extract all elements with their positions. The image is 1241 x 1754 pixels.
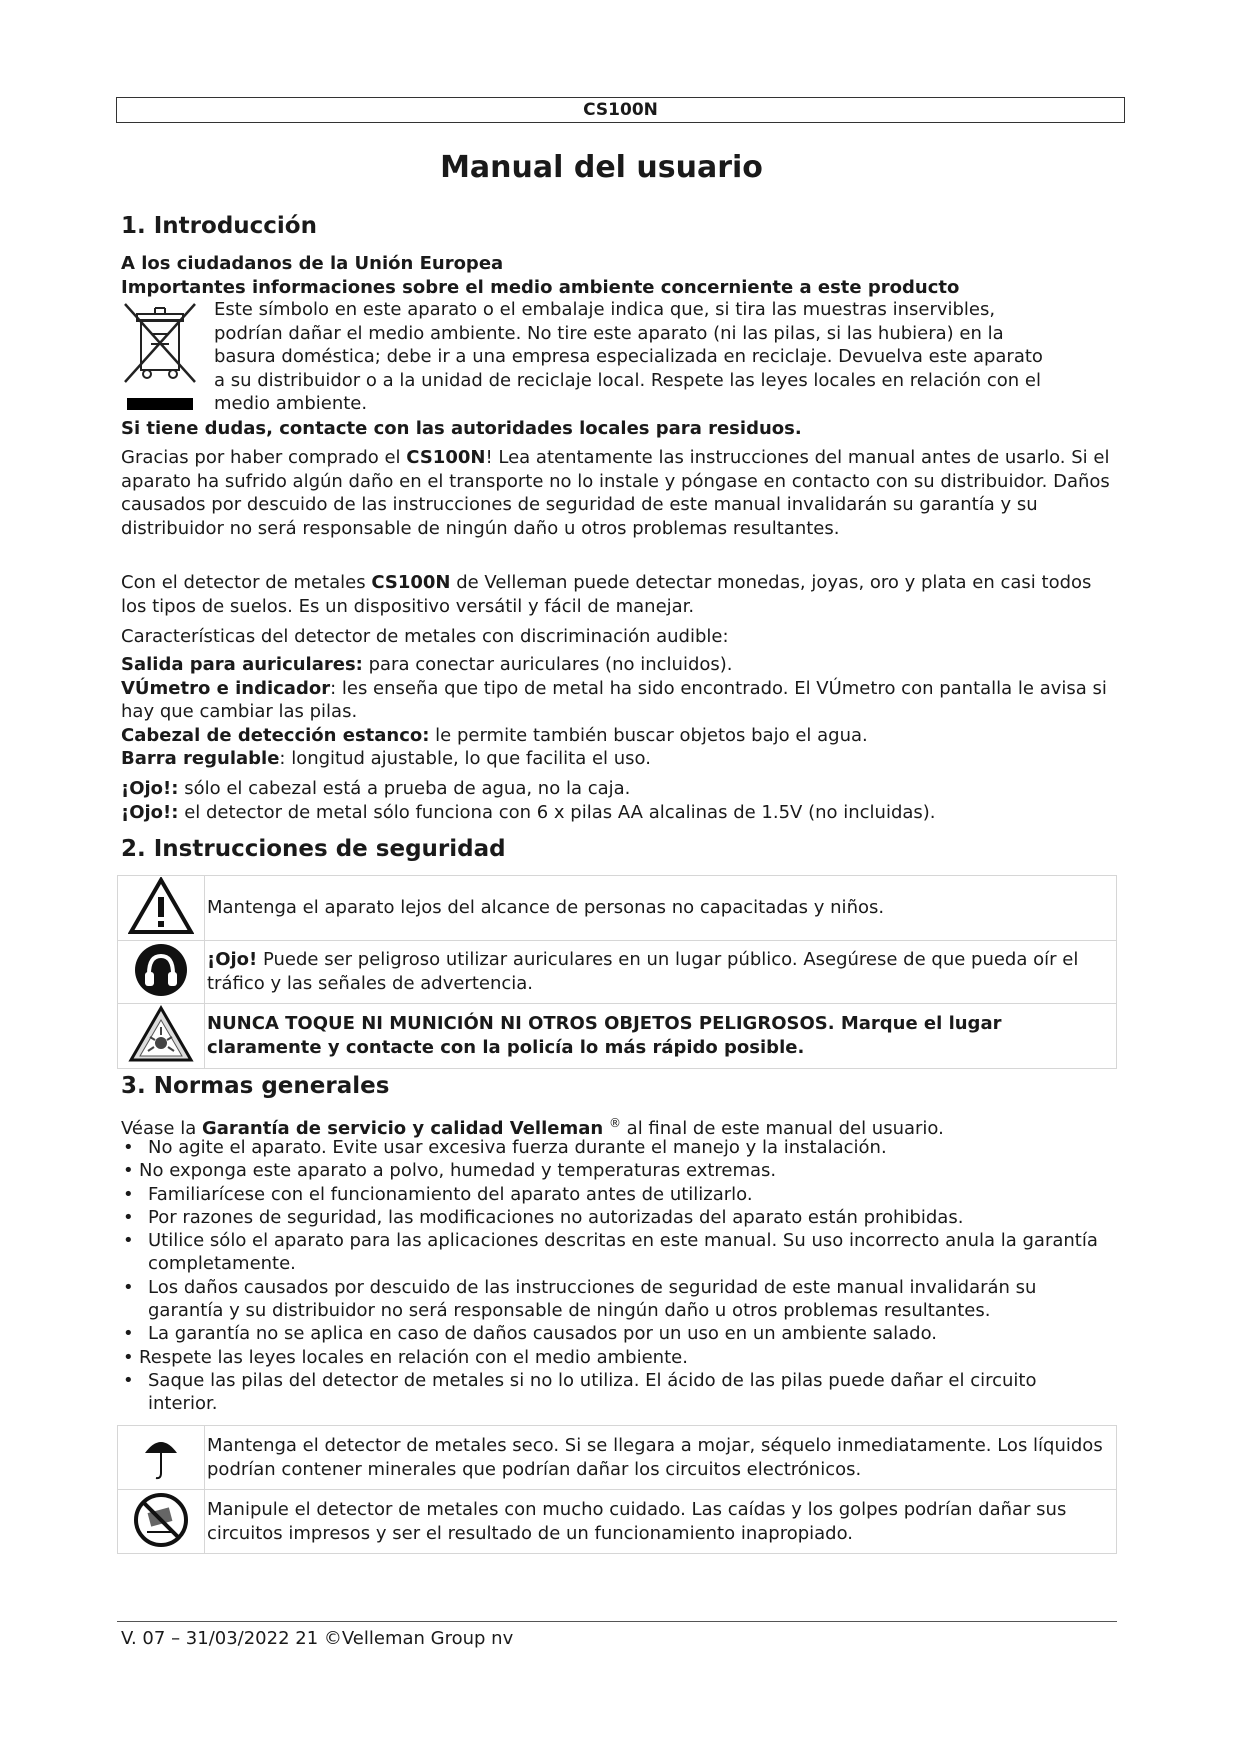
handling-row — [118, 1426, 1117, 1490]
safety-row — [118, 876, 1117, 941]
note-text: sólo el cabezal está a prueba de agua, no la caja. — [178, 778, 631, 799]
safety-msg-3: NUNCA TOQUE NI MUNICIÓN NI OTROS OBJETOS PELIGROSOS. Marque el lugar claramente y contacte con la policía lo más rápido posible. — [205, 1004, 1117, 1069]
feature-item — [121, 747, 1111, 771]
no-dropping-icon — [118, 1490, 205, 1554]
list-item: • Respete las leyes locales en relación con el medio ambiente. — [121, 1346, 1111, 1369]
safety-msg-2-label: ¡Ojo! — [207, 949, 258, 971]
guarantee-pre: Véase la — [121, 1118, 202, 1139]
note-label: ¡Ojo!: — [121, 801, 179, 823]
footer-text: V. 07 – 31/03/2022 21 ©Velleman Group nv — [121, 1628, 514, 1649]
features-list — [121, 653, 1111, 771]
list-item: • Utilice sólo el aparato para las aplicaciones descritas en este manual. Su uso incorrecto anula la garantía completamente. — [121, 1229, 1111, 1276]
thanks-post: ! Lea atentamente las instrucciones del manual antes de usarlo. Si el aparato ha sufrido algún daño en el transporte no lo instale y póngase en contacto con su distribuidor. Daños causados por descuido de las instrucciones de seguridad de este manual invalidarán su garantía y su distribuidor no será responsable de ningún daño u otros problemas resultantes. — [121, 447, 1110, 539]
section-3-heading: 3. Normas generales — [121, 1073, 390, 1099]
thanks-pre: Gracias por haber comprado el — [121, 447, 407, 468]
handling-msg-2: Manipule el detector de metales con mucho cuidado. Las caídas y los golpes podrían dañar sus circuitos impresos y ser el resultado de un funcionamiento inapropiado. — [205, 1490, 1117, 1554]
note-item — [121, 777, 1121, 801]
feature-item — [121, 724, 1111, 748]
umbrella-icon — [118, 1426, 205, 1490]
note-text: el detector de metal sólo funciona con 6 x pilas AA alcalinas de 1.5V (no incluidas). — [178, 801, 936, 823]
model-header: CS100N — [116, 97, 1125, 123]
detector-pre: Con el detector de metales — [121, 572, 372, 593]
handling-row — [118, 1490, 1117, 1554]
feature-label: Cabezal de detección estanco: — [121, 724, 430, 746]
weee-line: a su distribuidor o a la unidad de reciclaje local. Respete las leyes locales en relación con el — [214, 369, 1042, 391]
detector-paragraph — [121, 571, 1111, 618]
safety-table — [117, 875, 1117, 1069]
handling-msg-1: Mantenga el detector de metales seco. Si se llegara a mojar, séquelo inmediatamente. Los líquidos podrían contener minerales que podrían dañar los circuitos electrónicos. — [205, 1426, 1117, 1490]
detector-model: CS100N — [371, 572, 451, 593]
list-item: • Familiarícese con el funcionamiento del aparato antes de utilizarlo. — [121, 1183, 1111, 1206]
warning-triangle-icon — [118, 876, 205, 941]
list-item: • Saque las pilas del detector de metales si no lo utiliza. El ácido de las pilas puede dañar el circuito interior. — [121, 1369, 1111, 1416]
eu-headings — [121, 252, 1121, 299]
feature-label: Salida para auriculares: — [121, 654, 363, 675]
general-bullets — [121, 1136, 1111, 1416]
guarantee-bold: Garantía de servicio y calidad Velleman — [201, 1118, 604, 1139]
safety-msg-1: Mantenga el aparato lejos del alcance de personas no capacitadas y niños. — [205, 876, 1117, 941]
list-item: • Por razones de seguridad, las modificaciones no autorizadas del aparato están prohibidas. — [121, 1206, 1111, 1229]
list-item: • No agite el aparato. Evite usar excesiva fuerza durante el manejo y la instalación. — [121, 1136, 1111, 1159]
safety-row — [118, 941, 1117, 1004]
note-item — [121, 801, 1121, 825]
safety-row — [118, 1004, 1117, 1069]
list-item: • La garantía no se aplica en caso de daños causados por un uso en un ambiente salado. — [121, 1322, 1111, 1345]
eu-heading-1: A los ciudadanos de la Unión Europea — [121, 253, 504, 274]
feature-label: Barra regulable — [121, 748, 280, 770]
safety-msg-2-text: Puede ser peligroso utilizar auriculares en un lugar público. Asegúrese de que pueda oír el tráfico y las señales de advertencia. — [207, 949, 1079, 994]
safety-msg-2 — [205, 941, 1117, 1004]
features-intro: Características del detector de metales con discriminación audible: — [121, 626, 729, 647]
ear-protection-icon — [118, 941, 205, 1004]
guarantee-post: al final de este manual del usuario. — [620, 1118, 944, 1139]
eu-heading-2: Importantes informaciones sobre el medio ambiente concerniente a este producto — [121, 276, 960, 298]
section-2-heading: 2. Instrucciones de seguridad — [121, 836, 506, 862]
weee-line: medio ambiente. — [214, 393, 368, 415]
notes-list — [121, 777, 1121, 824]
doubts-text: Si tiene dudas, contacte con las autoridades locales para residuos. — [121, 418, 802, 439]
feature-text: le permite también buscar objetos bajo el agua. — [429, 724, 868, 746]
page-title-text: Manual del usuario — [440, 150, 763, 185]
thanks-model: CS100N — [406, 447, 486, 468]
page-title — [0, 150, 1241, 185]
weee-text — [214, 298, 1114, 416]
weee-line: basura doméstica; debe ir a una empresa especializada en reciclaje. Devuelva este aparato — [214, 346, 1043, 368]
note-label: ¡Ojo!: — [121, 778, 179, 799]
feature-item — [121, 653, 1111, 677]
registered-mark: ® — [608, 1116, 621, 1130]
feature-text: : les enseña que tipo de metal ha sido encontrado. El VÚmetro con pantalla le avisa si hay que cambiar las pilas. — [121, 677, 1107, 723]
feature-item — [121, 677, 1111, 724]
footer-divider — [117, 1621, 1117, 1622]
weee-bin-icon — [121, 300, 201, 410]
thanks-paragraph — [121, 446, 1111, 540]
section-1-heading: 1. Introducción — [121, 213, 317, 239]
weee-line: Este símbolo en este aparato o el embalaje indica que, si tira las muestras inservibles, — [214, 299, 996, 320]
handling-table — [117, 1425, 1117, 1554]
explosive-warning-icon — [118, 1004, 205, 1069]
weee-line: podrían dañar el medio ambiente. No tire este aparato (ni las pilas, si las hubiera) en la — [214, 322, 1004, 344]
feature-text: : longitud ajustable, lo que facilita el uso. — [279, 748, 651, 770]
feature-text: para conectar auriculares (no incluidos). — [362, 654, 733, 675]
list-item: • No exponga este aparato a polvo, humedad y temperaturas extremas. — [121, 1159, 1111, 1182]
list-item: • Los daños causados por descuido de las instrucciones de seguridad de este manual invalidarán su garantía y su distribuidor no será responsable de ningún daño u otros problemas resultantes. — [121, 1276, 1111, 1323]
detector-post: de Velleman puede detectar monedas, joyas, oro y plata en casi todos los tipos de suelos. Es un dispositivo versátil y fácil de manejar. — [121, 572, 1092, 617]
feature-label: VÚmetro e indicador — [121, 677, 331, 699]
